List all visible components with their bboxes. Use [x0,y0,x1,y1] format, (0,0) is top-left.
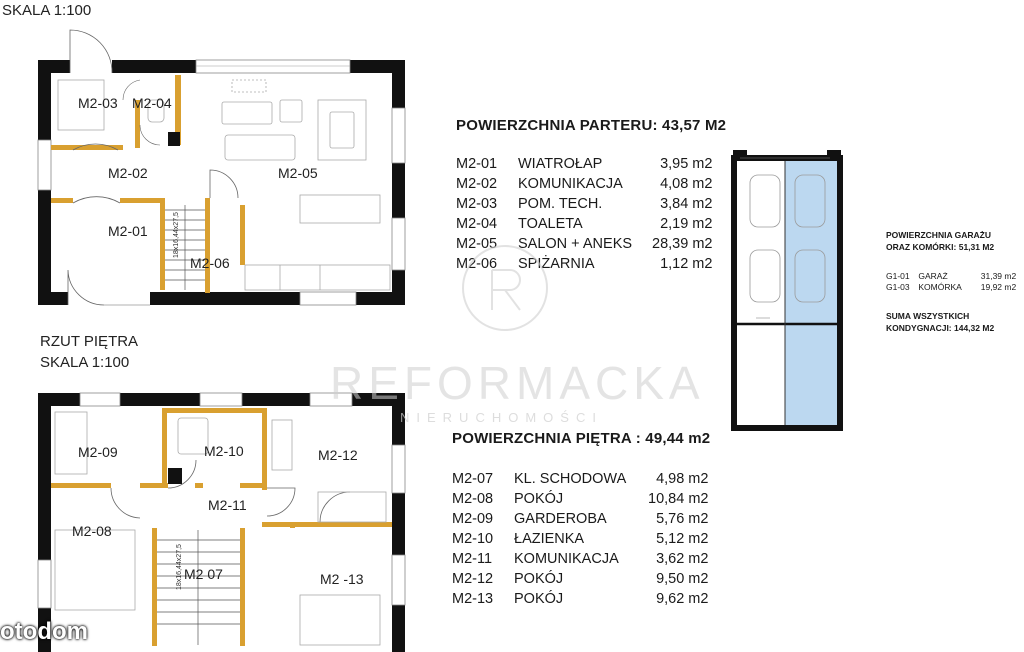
ground-stairs [165,205,205,290]
table-row: M2-03 POM. TECH. 3,84 m2 [456,196,713,212]
garage-row: G1-03 KOMÓRKA 19,92 m2 [886,282,1017,292]
garage-plan [733,150,841,428]
garage-summary [886,229,1022,334]
garage-highlight [785,161,837,425]
table-row: M2-06 SPIŻARNIA 1,12 m2 [456,256,713,272]
table-row: M2-09 GARDEROBA 5,76 m2 [452,511,709,527]
upper-floor-scale: SKALA 1:100 [40,354,130,371]
watermark-sub: NIERUCHOMOŚCI [400,410,603,425]
label-m2-03: M2-03 [78,95,118,111]
ground-floor-plan [38,30,405,305]
label-m2-09: M2-09 [78,444,118,460]
ground-wall-bottom-left [38,292,68,305]
ground-top-door-swing [70,30,112,73]
garage-row: G1-01 GARAŻ 31,39 m2 [886,271,1017,281]
site-brand-logo: otodom [0,618,88,645]
label-m2-02: M2-02 [108,165,148,181]
table-row: M2-10 ŁAZIENKA 5,12 m2 [452,531,709,547]
ground-window-right-2 [392,218,405,270]
label-m2-05: M2-05 [278,165,318,181]
label-m2-08: M2-08 [72,523,112,539]
upper-stair-spec: 18x16,44x27,5 [176,544,183,590]
garage-summary-title: POWIERZCHNIA GARAŻU [886,230,991,240]
label-m2-07: M2 07 [184,566,223,582]
ground-wall-top-left [38,60,70,73]
table-row: M2-08 POKÓJ 10,84 m2 [452,491,709,507]
upper-wall-right [392,393,405,652]
ground-floor-room-table [456,156,712,276]
label-m2-13: M2 -13 [320,571,364,587]
garage-summary-total: ORAZ KOMÓRKI: 51,31 M2 [886,242,995,252]
table-row: M2-02 KOMUNIKACJA 4,08 m2 [456,176,713,192]
table-row: M2-13 POKÓJ 9,62 m2 [452,591,709,607]
label-m2-11: M2-11 [208,497,247,513]
ground-window-left [38,140,51,190]
label-m2-06: M2-06 [190,255,230,271]
upper-floor-plan [38,393,405,652]
label-m2-12: M2-12 [318,447,358,463]
upper-floor-room-table [452,471,708,611]
ground-floor-heading: POWIERZCHNIA PARTERU: 43,57 M2 [456,117,727,134]
upper-floor-title: RZUT PIĘTRA [40,333,139,350]
table-row: M2-07 KL. SCHODOWA 4,98 m2 [452,471,709,487]
ground-window-bottom [300,292,356,305]
table-row: M2-12 POKÓJ 9,50 m2 [452,571,709,587]
upper-wall-left [38,393,51,652]
total-area-value: KONDYGNACJI: 144,32 M2 [886,323,995,333]
total-area-title: SUMA WSZYSTKICH [886,311,970,321]
ground-wall-bottom [150,292,405,305]
watermark-brand: REFORMACKA [330,357,705,409]
upper-stairs [157,530,240,645]
table-row: M2-11 KOMUNIKACJA 3,62 m2 [452,551,709,567]
table-row: M2-05 SALON + ANEKS 28,39 m2 [456,236,713,252]
label-m2-10: M2-10 [204,443,244,459]
upper-floor-heading: POWIERZCHNIA PIĘTRA : 49,44 m2 [452,430,711,447]
ground-floor-scale: SKALA 1:100 [2,2,92,19]
ground-window-top [196,60,350,73]
table-row: M2-01 WIATROŁAP 3,95 m2 [456,156,713,172]
label-m2-04: M2-04 [132,95,172,111]
table-row: M2-04 TOALETA 2,19 m2 [456,216,713,232]
ground-window-right-1 [392,108,405,163]
ground-stair-spec: 18x16,44x27,5 [173,212,180,258]
label-m2-01: M2-01 [108,223,148,239]
